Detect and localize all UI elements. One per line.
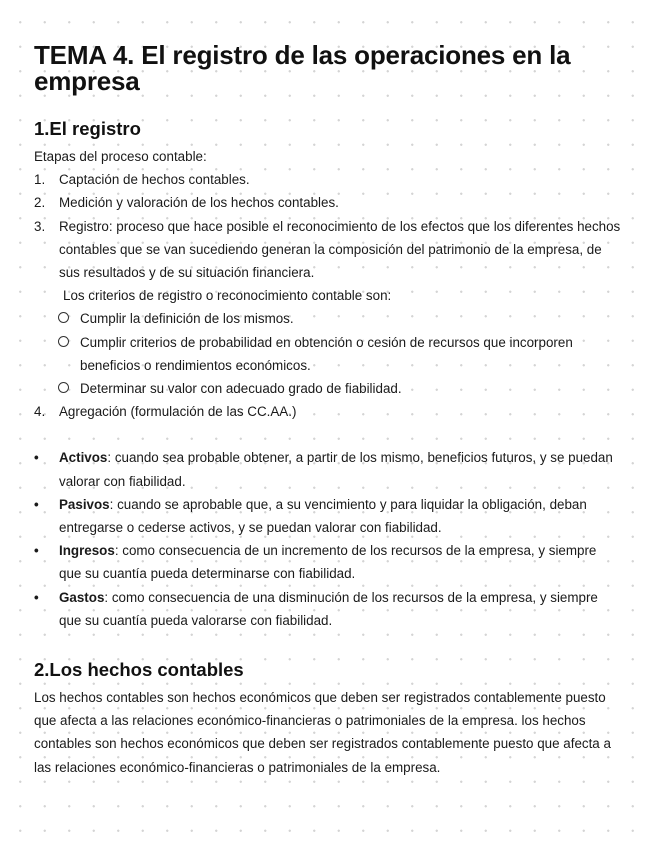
criteria-text: Determinar su valor con adecuado grado de fiabilidad.	[80, 381, 402, 397]
step-text: Registro: proceso que hace posible el reconocimiento de los efectos que los diferentes hechos contables que se van sucediendo generan la composición del patrimonio de la empresa, de sus resultados y de su situación financiera.	[59, 218, 621, 281]
blank-line	[34, 423, 622, 446]
step-item	[34, 168, 622, 191]
bullet-text: : como consecuencia de un incremento de los recursos de la empresa, y siempre que su cuantía pueda determinarse con fiabilidad.	[59, 543, 597, 582]
step-text: Medición y valoración de los hechos contables.	[59, 195, 339, 211]
hollow-circle-icon	[58, 312, 69, 323]
step-number: 1.	[34, 172, 46, 188]
bullet-item	[34, 539, 622, 585]
bullet-item	[34, 446, 622, 492]
bullet-term: Activos	[59, 450, 108, 466]
bullet-item	[34, 493, 622, 539]
step-number: 3.	[34, 218, 46, 234]
step-text: Captación de hechos contables.	[59, 172, 250, 188]
bullet-term: Gastos	[59, 589, 105, 605]
section-1-intro: Etapas del proceso contable:	[34, 149, 207, 164]
bullet-term: Pasivos	[59, 496, 110, 512]
bullet-item	[34, 586, 622, 632]
criteria-item	[34, 307, 622, 330]
step-item	[34, 400, 622, 423]
bullet-dot-icon: •	[34, 450, 39, 466]
criteria-item	[34, 377, 622, 400]
criteria-intro: Los criterios de registro o reconocimiento contable son:	[63, 288, 392, 304]
bullet-dot-icon: •	[34, 496, 39, 512]
bullet-term: Ingresos	[59, 543, 115, 559]
criteria-item	[34, 331, 622, 377]
hollow-circle-icon	[58, 336, 69, 347]
bullet-text: : cuando sea probable obtener, a partir de los mismo, beneficios futuros, y se puedan valorar con fiabilidad.	[59, 450, 613, 489]
step-number: 4.	[34, 404, 46, 420]
bullet-dot-icon: •	[34, 589, 39, 605]
section-2-heading: 2.Los hechos contables	[34, 659, 244, 681]
criteria-text: Cumplir criterios de probabilidad en obtención o cesión de recursos que incorporen beneficios o rendimientos económicos.	[80, 334, 573, 373]
page-title: TEMA 4. El registro de las operaciones en la empresa	[34, 40, 571, 96]
section-1-heading: 1.El registro	[34, 118, 141, 139]
criteria-text: Cumplir la definición de los mismos.	[80, 311, 294, 327]
bullet-text: : cuando se aprobable que, a su vencimiento y para liquidar la obligación, deban entregarse o cederse activos, y se puedan valorar con fiabilidad.	[59, 496, 587, 536]
bullet-dot-icon: •	[34, 543, 39, 559]
hollow-circle-icon	[58, 382, 69, 393]
step-number: 2.	[34, 195, 46, 211]
step-text: Agregación (formulación de las CC.AA.)	[59, 404, 297, 420]
section-2-paragraph: Los hechos contables son hechos económicos que deben ser registrados contablemente puesto que afecta a las relaciones económico-financieras o patrimoniales de la empresa. los hechos contables son hechos económicos que deben ser registrados contablemente puesto que afecta a las relaciones económico-financieras o patrimoniales de la empresa.	[34, 690, 611, 775]
step-item	[34, 215, 622, 285]
step-item	[34, 191, 622, 214]
bullet-text: : como consecuencia de una disminución de los recursos de la empresa, y siempre que su cuantía pueda valorarse con fiabilidad.	[59, 589, 598, 628]
